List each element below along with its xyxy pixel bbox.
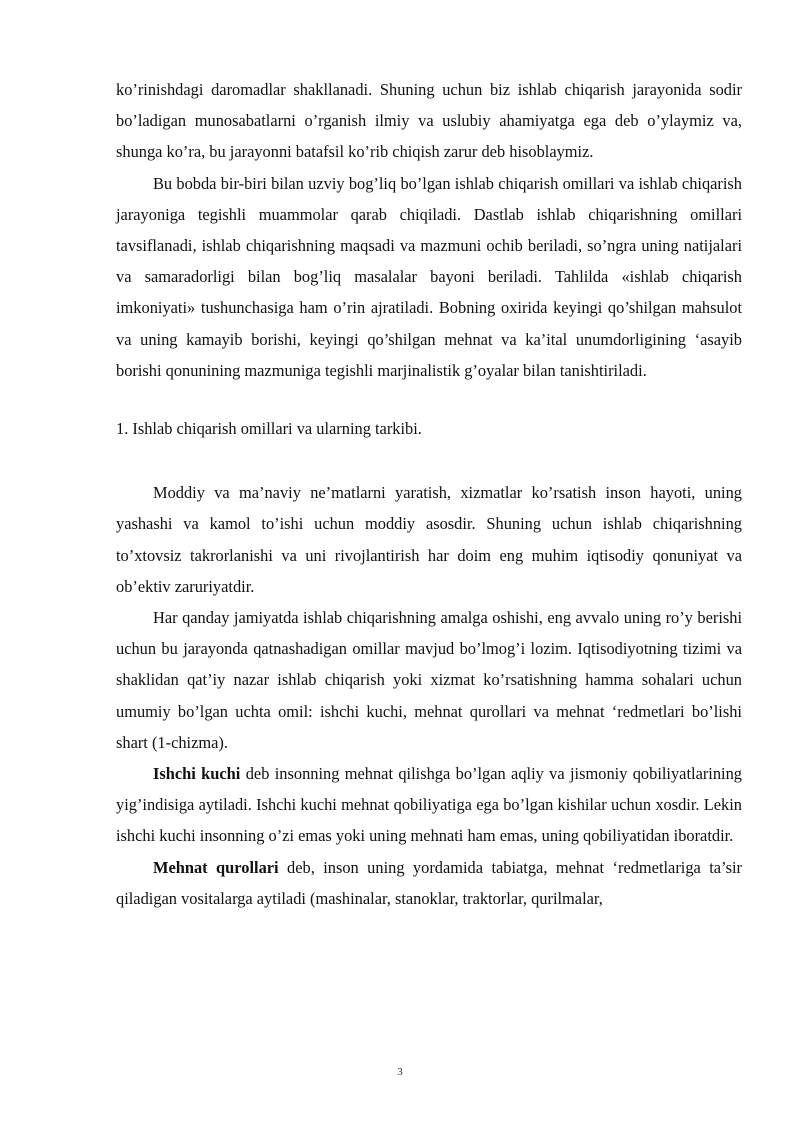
paragraph-continuation: ko’rinishdagi daromadlar shakllanadi. Shuning uchun biz ishlab chiqarish jarayonida sodir bo’ladigan munosabatlarni o’rganish ilmiy va uslubiy ahamiyatga ega deb o’ylaymiz va, shunga ko’ra, bu jarayonni batafsil ko’rib chiqish zarur deb hisoblaymiz. bbox=[116, 80, 742, 162]
term-tools-of-labor: Mehnat qurollari bbox=[153, 857, 279, 877]
definition-tools-of-labor: deb, inson uning yordamida tabiatga, mehnat ‘redmetlariga ta’sir qiladigan vositalarga aytiladi (mashinalar, stanoklar, traktorlar, qurilmalar, bbox=[116, 857, 743, 908]
paragraph-three-factors: Har qanday jamiyatda ishlab chiqarishning amalga oshishi, eng avvalo uning ro’y berishi uchun bu jarayonda qatnashadigan omillar mavjud bo’lmog’i lozim. Iqtisodiyotning tizimi va shaklidan qat’iy nazar ishlab chiqarish yoki xizmat ko’rsatishning hamma sohalari uchun umumiy bo’lgan uchta omil: ishchi kuchi, mehnat qurollari va mehnat ‘redmetlari bo’lishi shart (1-chizma). bbox=[116, 608, 742, 752]
paragraph-material-goods: Moddiy va ma’naviy ne’matlarni yaratish, xizmatlar ko’rsatish inson hayoti, uning yashashi va kamol to’ishi uchun moddiy asosdir. Shuning uchun ishlab chiqarishning to’xtovsiz takrorlanishi va uni rivojlantirish har doim eng muhim iqtisodiy qonuniyat va ob’ektiv zaruriyatdir. bbox=[116, 483, 742, 596]
paragraph-chapter-intro: Bu bobda bir-biri bilan uzviy bog’liq bo’lgan ishlab chiqarish omillari va ishlab chiqarish jarayoniga tegishli muammolar qarab chiqiladi. Dastlab ishlab chiqarishning omillari tavsiflanadi, ishlab chiqarishning maqsadi va mazmuni ochib beriladi, so’ngra uning natijalari va samaradorligi bilan bog’liq masalalar bayoni beriladi. Tahlilda «ishlab chiqarish imkoniyati» tushunchasiga ham o’rin ajratiladi. Bobning oxirida keyingi qo’shilgan mahsulot va uning kamayib borishi, keyingi qo’shilgan mehnat va ka’ital unumdorligining ‘asayib borishi qonunining mazmuniga tegishli marjinalistik g’oyalar bilan tanishtiriladi. bbox=[116, 173, 742, 380]
definition-labor-force: deb insonning mehnat qilishga bo’lgan aqliy va jismoniy qobiliyatlarining yig’indisiga aytiladi. Ishchi kuchi mehnat qobiliyatiga ega bo’lgan kishilar uchun xosdir. Lekin ishchi kuchi insonning o’zi emas yoki uning mehnati ham emas, uning qobiliyatidan iboratdir. bbox=[116, 764, 742, 846]
paragraph-labor-force bbox=[116, 758, 742, 852]
term-labor-force: Ishchi kuchi bbox=[153, 764, 241, 784]
section-heading: 1. Ishlab chiqarish omillari va ularning tarkibi. bbox=[116, 419, 422, 439]
document-page bbox=[116, 74, 742, 914]
page-number: 3 bbox=[397, 1066, 403, 1078]
paragraph-tools-of-labor bbox=[116, 852, 742, 914]
